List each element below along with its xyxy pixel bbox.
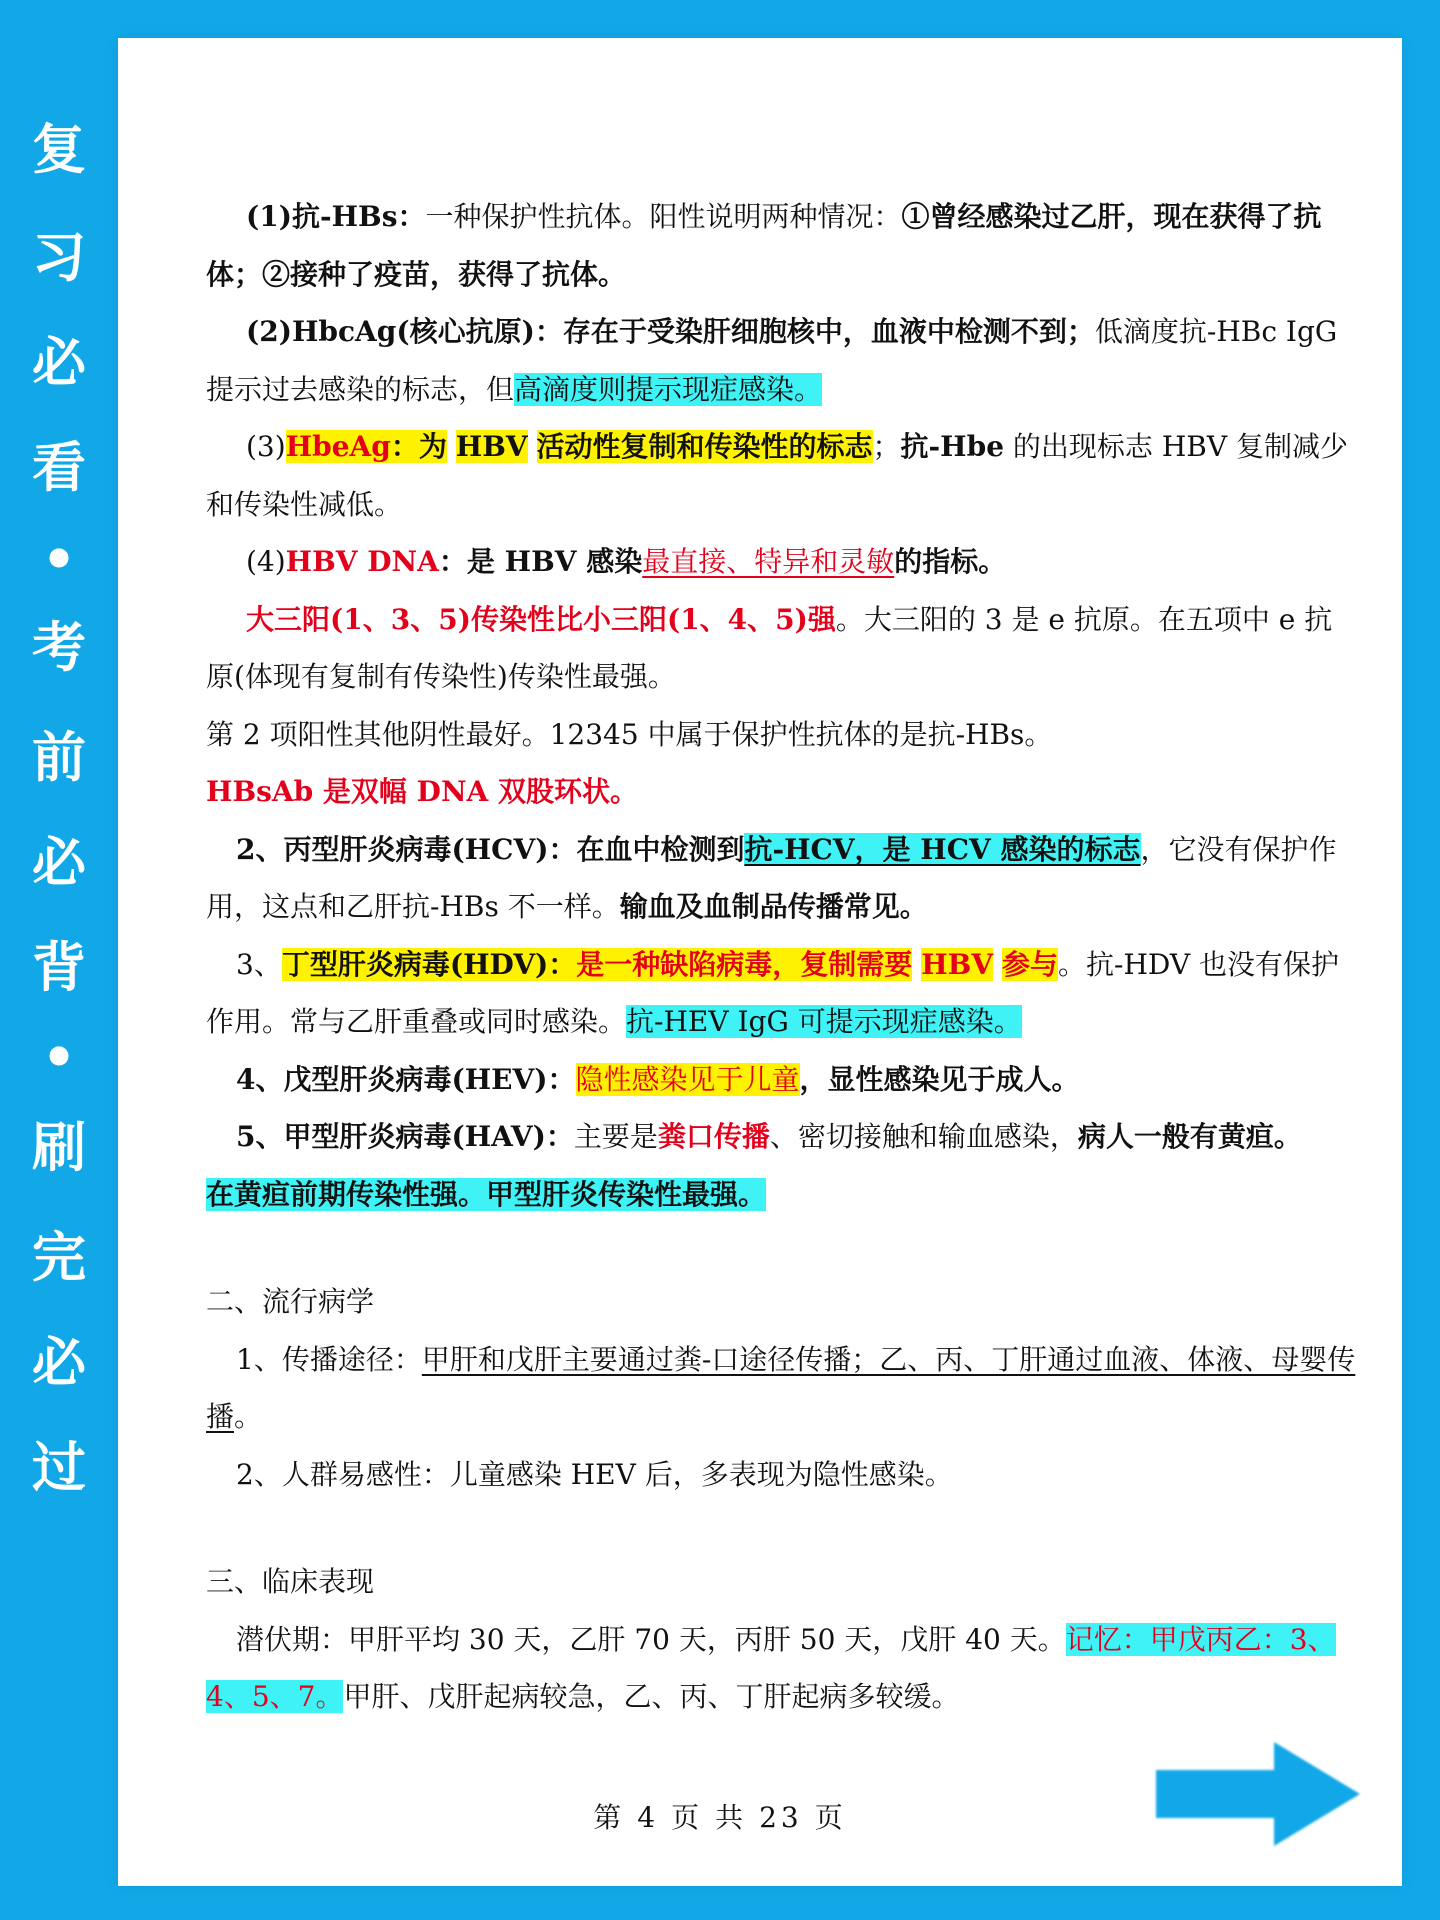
paragraph-anti-hbs: (1)抗-HBs：一种保护性抗体。阳性说明两种情况：①曾经感染过乙肝，现在获得了抗体；②接种了疫苗，获得了抗体。: [206, 200, 1322, 291]
paragraph-hdv: 3、丁型肝炎病毒(HDV)：是一种缺陷病毒，复制需要 HBV 参与。抗-HDV 也没有保护作用。常与乙肝重叠或同时感染。抗-HEV IgG 可提示现症感染。: [206, 947, 1339, 1038]
red-underline-text: 最直接、特异和灵敏: [642, 545, 895, 578]
paragraph-hbsab: HBsAb 是双幅 DNA 双股环状。: [206, 775, 639, 808]
page-total: 23: [759, 1801, 803, 1834]
cyan-highlight: 在黄疸前期传染性强。甲型肝炎传染性最强。: [206, 1177, 767, 1211]
page-number: 4: [637, 1801, 660, 1834]
cyan-highlight: 记忆：甲戊丙乙：3、4、5、7。: [206, 1622, 1336, 1713]
document-page: [118, 38, 1402, 1886]
section-title-epidemiology: 二、流行病学: [206, 1285, 375, 1318]
right-arrow-icon[interactable]: [1156, 1742, 1360, 1846]
term-label: HbeAg: [285, 430, 391, 463]
page-content: [206, 188, 1358, 1726]
yellow-highlight: 丁型肝炎病毒(HDV)：: [281, 947, 577, 981]
slogan-char: 前: [32, 726, 86, 789]
slogan-char: 背: [32, 936, 86, 999]
slogan-char: 复: [32, 118, 86, 181]
slogan-char: 完: [32, 1226, 86, 1289]
term-label: 5、甲型肝炎病毒(HAV)：: [236, 1120, 574, 1153]
slogan-dot: •: [41, 528, 77, 591]
slogan-char: 必: [32, 831, 86, 894]
term-label: 4、戊型肝炎病毒(HEV)：: [236, 1062, 576, 1096]
section-title-clinical: 三、临床表现: [206, 1565, 375, 1598]
cyan-highlight: 抗-HEV IgG 可提示现症感染。: [626, 1005, 1022, 1038]
page-footer: 第 4 页 共 23 页: [593, 1801, 847, 1834]
term-label: 2、丙型肝炎病毒(HCV)：: [236, 832, 577, 866]
paragraph-hbeag: (3)HbeAg：为 HBV 活动性复制和传染性的标志；抗-Hbe 的出现标志 HBV 复制减少和传染性减低。: [206, 430, 1348, 521]
paragraph-big-three: 大三阳(1、3、5)传染性比小三阳(1、4、5)强。大三阳的 3 是 e 抗原。在五项中 e 抗原(体现有复制有传染性)传染性最强。: [206, 602, 1333, 693]
slogan-char: 刷: [32, 1116, 86, 1179]
term-label: (2)HbcAg(核心抗原)：: [246, 315, 563, 348]
slogan-char: 考: [32, 616, 86, 679]
term-label: (1)抗-HBs：: [246, 200, 426, 233]
paragraph-susceptibility: 2、人群易感性：儿童感染 HEV 后，多表现为隐性感染。: [236, 1457, 953, 1491]
paragraph-incubation: 潜伏期：甲肝平均 30 天，乙肝 70 天，丙肝 50 天，戊肝 40 天。记忆：甲戊丙乙：3、4、5、7。甲肝、戊肝起病较急，乙、丙、丁肝起病多较缓。: [206, 1622, 1336, 1713]
slogan-char: 必: [32, 331, 86, 394]
slogan-dot: •: [41, 1026, 77, 1089]
slogan-char: 必: [32, 1331, 86, 1394]
paragraph-hev: 4、戊型肝炎病毒(HEV)：隐性感染见于儿童，显性感染见于成人。: [236, 1062, 1080, 1096]
paragraph-hav: 5、甲型肝炎病毒(HAV)：主要是粪口传播、密切接触和输血感染，病人一般有黄疸。 在黄疸前期传染性强。甲型肝炎传染性最强。: [206, 1120, 1302, 1211]
paragraph-hbcag: (2)HbcAg(核心抗原)：存在于受染肝细胞核中，血液中检测不到；低滴度抗-HBc IgG 提示过去感染的标志，但高滴度则提示现症感染。: [206, 315, 1338, 406]
term-label: HBV DNA: [285, 545, 439, 578]
paragraph-transmission: 1、传播途径：甲肝和戊肝主要通过粪-口途径传播；乙、丙、丁肝通过血液、体液、母婴传播。: [206, 1342, 1356, 1433]
cyan-highlight: 高滴度则提示现症感染。: [514, 372, 823, 406]
red-emphasis: 大三阳(1、3、5)传染性比小三阳(1、4、5)强: [246, 602, 836, 636]
slogan-char: 看: [32, 436, 86, 499]
sidebar-slogan: [0, 100, 118, 1820]
yellow-highlight: 隐性感染见于儿童: [575, 1062, 800, 1096]
underlined-text: 甲肝和戊肝主要通过粪-口途径传播；乙、丙、丁肝通过血液、体液、母婴传播: [206, 1342, 1356, 1433]
paragraph-hcv: 2、丙型肝炎病毒(HCV)：在血中检测到抗-HCV，是 HCV 感染的标志，它没有保护作用，这点和乙肝抗-HBs 不一样。输血及血制品传播常见。: [206, 832, 1337, 923]
red-emphasis: 粪口传播: [657, 1120, 770, 1153]
slogan-char: 过: [32, 1436, 86, 1499]
paragraph-item2: 第 2 项阳性其他阴性最好。12345 中属于保护性抗体的是抗-HBs。: [206, 717, 1053, 751]
yellow-highlight: 活动性复制和传染性的标志: [536, 430, 873, 463]
cyan-highlight: 抗-HCV，是 HCV 感染的标志: [744, 832, 1141, 866]
paragraph-hbv-dna: (4)HBV DNA：是 HBV 感染最直接、特异和灵敏的指标。: [246, 545, 1007, 578]
slogan-char: 习: [32, 226, 86, 289]
